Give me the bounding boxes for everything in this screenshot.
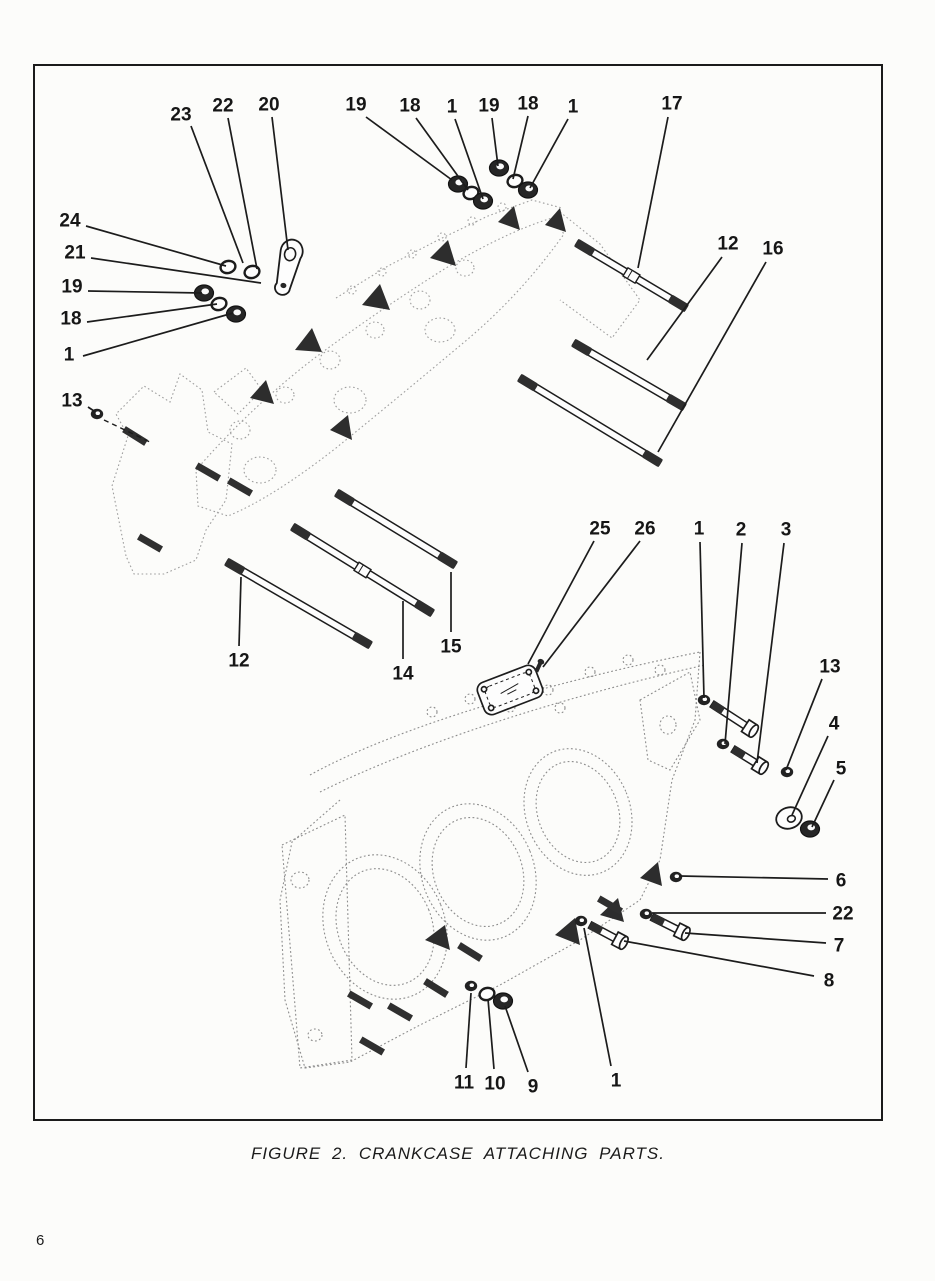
part-stud	[574, 238, 690, 312]
callout-leader-20	[272, 117, 288, 250]
part-nut	[519, 182, 538, 198]
callout-leader-23	[191, 126, 243, 263]
callout-label-1: 1	[63, 344, 75, 366]
part-nut	[801, 821, 820, 837]
callout-label-23: 23	[170, 104, 192, 126]
callout-leader-13	[88, 407, 94, 411]
callout-leader-22	[228, 118, 257, 269]
callout-leader-13	[786, 679, 822, 770]
callout-label-22: 22	[212, 95, 234, 117]
callout-leader-7	[685, 933, 826, 943]
callout-label-20: 20	[258, 94, 280, 116]
part-stud	[517, 374, 663, 468]
callout-label-13: 13	[61, 390, 83, 412]
callout-label-19: 19	[61, 276, 83, 298]
callout-label-12: 12	[717, 233, 739, 255]
callout-leader-5	[812, 780, 834, 827]
callout-label-8: 8	[823, 970, 835, 992]
callout-label-16: 16	[762, 238, 784, 260]
callout-leader-25	[528, 541, 594, 664]
callout-layer	[59, 94, 853, 1098]
callout-leader-12	[647, 257, 722, 360]
callout-leader-26	[543, 541, 640, 667]
callout-leader-1	[584, 928, 611, 1066]
part-washer	[243, 264, 261, 279]
hardware-parts-layer	[91, 160, 820, 1009]
callout-leader-18	[87, 304, 217, 322]
callout-label-14: 14	[392, 663, 414, 685]
callout-label-2: 2	[735, 519, 747, 541]
callout-label-11: 11	[453, 1072, 475, 1094]
callout-leader-17	[638, 117, 668, 268]
part-bolt	[649, 911, 692, 942]
callout-label-25: 25	[589, 518, 611, 540]
figure-border	[34, 65, 882, 1120]
callout-leader-1	[700, 542, 704, 698]
part-dark	[465, 981, 477, 991]
cover-plate	[475, 663, 545, 717]
part-nut	[474, 193, 493, 209]
callout-label-1: 1	[567, 96, 579, 118]
callout-label-21: 21	[64, 242, 86, 264]
part-stud	[571, 339, 687, 412]
page-number: 6	[36, 1232, 45, 1249]
part-washer	[219, 259, 237, 274]
callout-label-13: 13	[819, 656, 841, 678]
callout-label-9: 9	[527, 1076, 539, 1098]
part-bigwasher	[773, 804, 804, 832]
part-bolt	[708, 698, 760, 739]
part-stud	[334, 489, 458, 570]
callout-label-10: 10	[484, 1073, 506, 1095]
callout-leader-9	[505, 1006, 528, 1072]
callout-label-19: 19	[478, 95, 500, 117]
part-dark	[717, 739, 729, 749]
callout-leader-3	[757, 543, 784, 763]
callout-label-15: 15	[440, 636, 462, 658]
callout-label-17: 17	[661, 93, 683, 115]
figure-caption: FIGURE 2. CRANKCASE ATTACHING PARTS.	[251, 1144, 665, 1163]
part-dark	[670, 872, 682, 882]
part-dark	[640, 909, 652, 919]
callout-leader-8	[624, 941, 814, 976]
callout-leader-21	[91, 258, 261, 283]
callout-leader-12	[239, 577, 241, 646]
callout-label-4: 4	[828, 713, 840, 735]
callout-leader-19	[88, 291, 202, 293]
crankcase-lower-illustration	[280, 652, 705, 1068]
callout-label-26: 26	[634, 518, 656, 540]
callout-leader-18	[416, 118, 468, 190]
callout-leader-18	[513, 116, 528, 179]
callout-label-3: 3	[780, 519, 792, 541]
callout-label-1: 1	[446, 96, 458, 118]
callout-label-1: 1	[610, 1070, 622, 1092]
callout-label-7: 7	[833, 935, 845, 957]
callout-label-1: 1	[693, 518, 705, 540]
callout-label-24: 24	[59, 210, 81, 232]
callout-leader-19	[366, 117, 452, 180]
part-stud	[224, 558, 373, 650]
part-nut	[490, 160, 509, 176]
callout-label-22: 22	[832, 903, 854, 925]
callout-label-18: 18	[60, 308, 82, 330]
callout-leader-16	[658, 262, 766, 452]
part-nut	[494, 993, 513, 1009]
part-bolt	[587, 919, 630, 951]
callout-leader-19	[492, 118, 498, 166]
callout-leader-10	[488, 999, 494, 1069]
callout-label-6: 6	[835, 870, 847, 892]
callout-leader-1	[530, 119, 568, 188]
callout-label-18: 18	[517, 93, 539, 115]
callout-leader-11	[466, 993, 471, 1068]
callout-leader-6	[680, 876, 828, 879]
part-dark	[575, 916, 587, 926]
callout-label-18: 18	[399, 95, 421, 117]
callout-label-19: 19	[345, 94, 367, 116]
callout-label-5: 5	[835, 758, 847, 780]
part-bolt	[729, 743, 770, 776]
callout-label-12: 12	[228, 650, 250, 672]
